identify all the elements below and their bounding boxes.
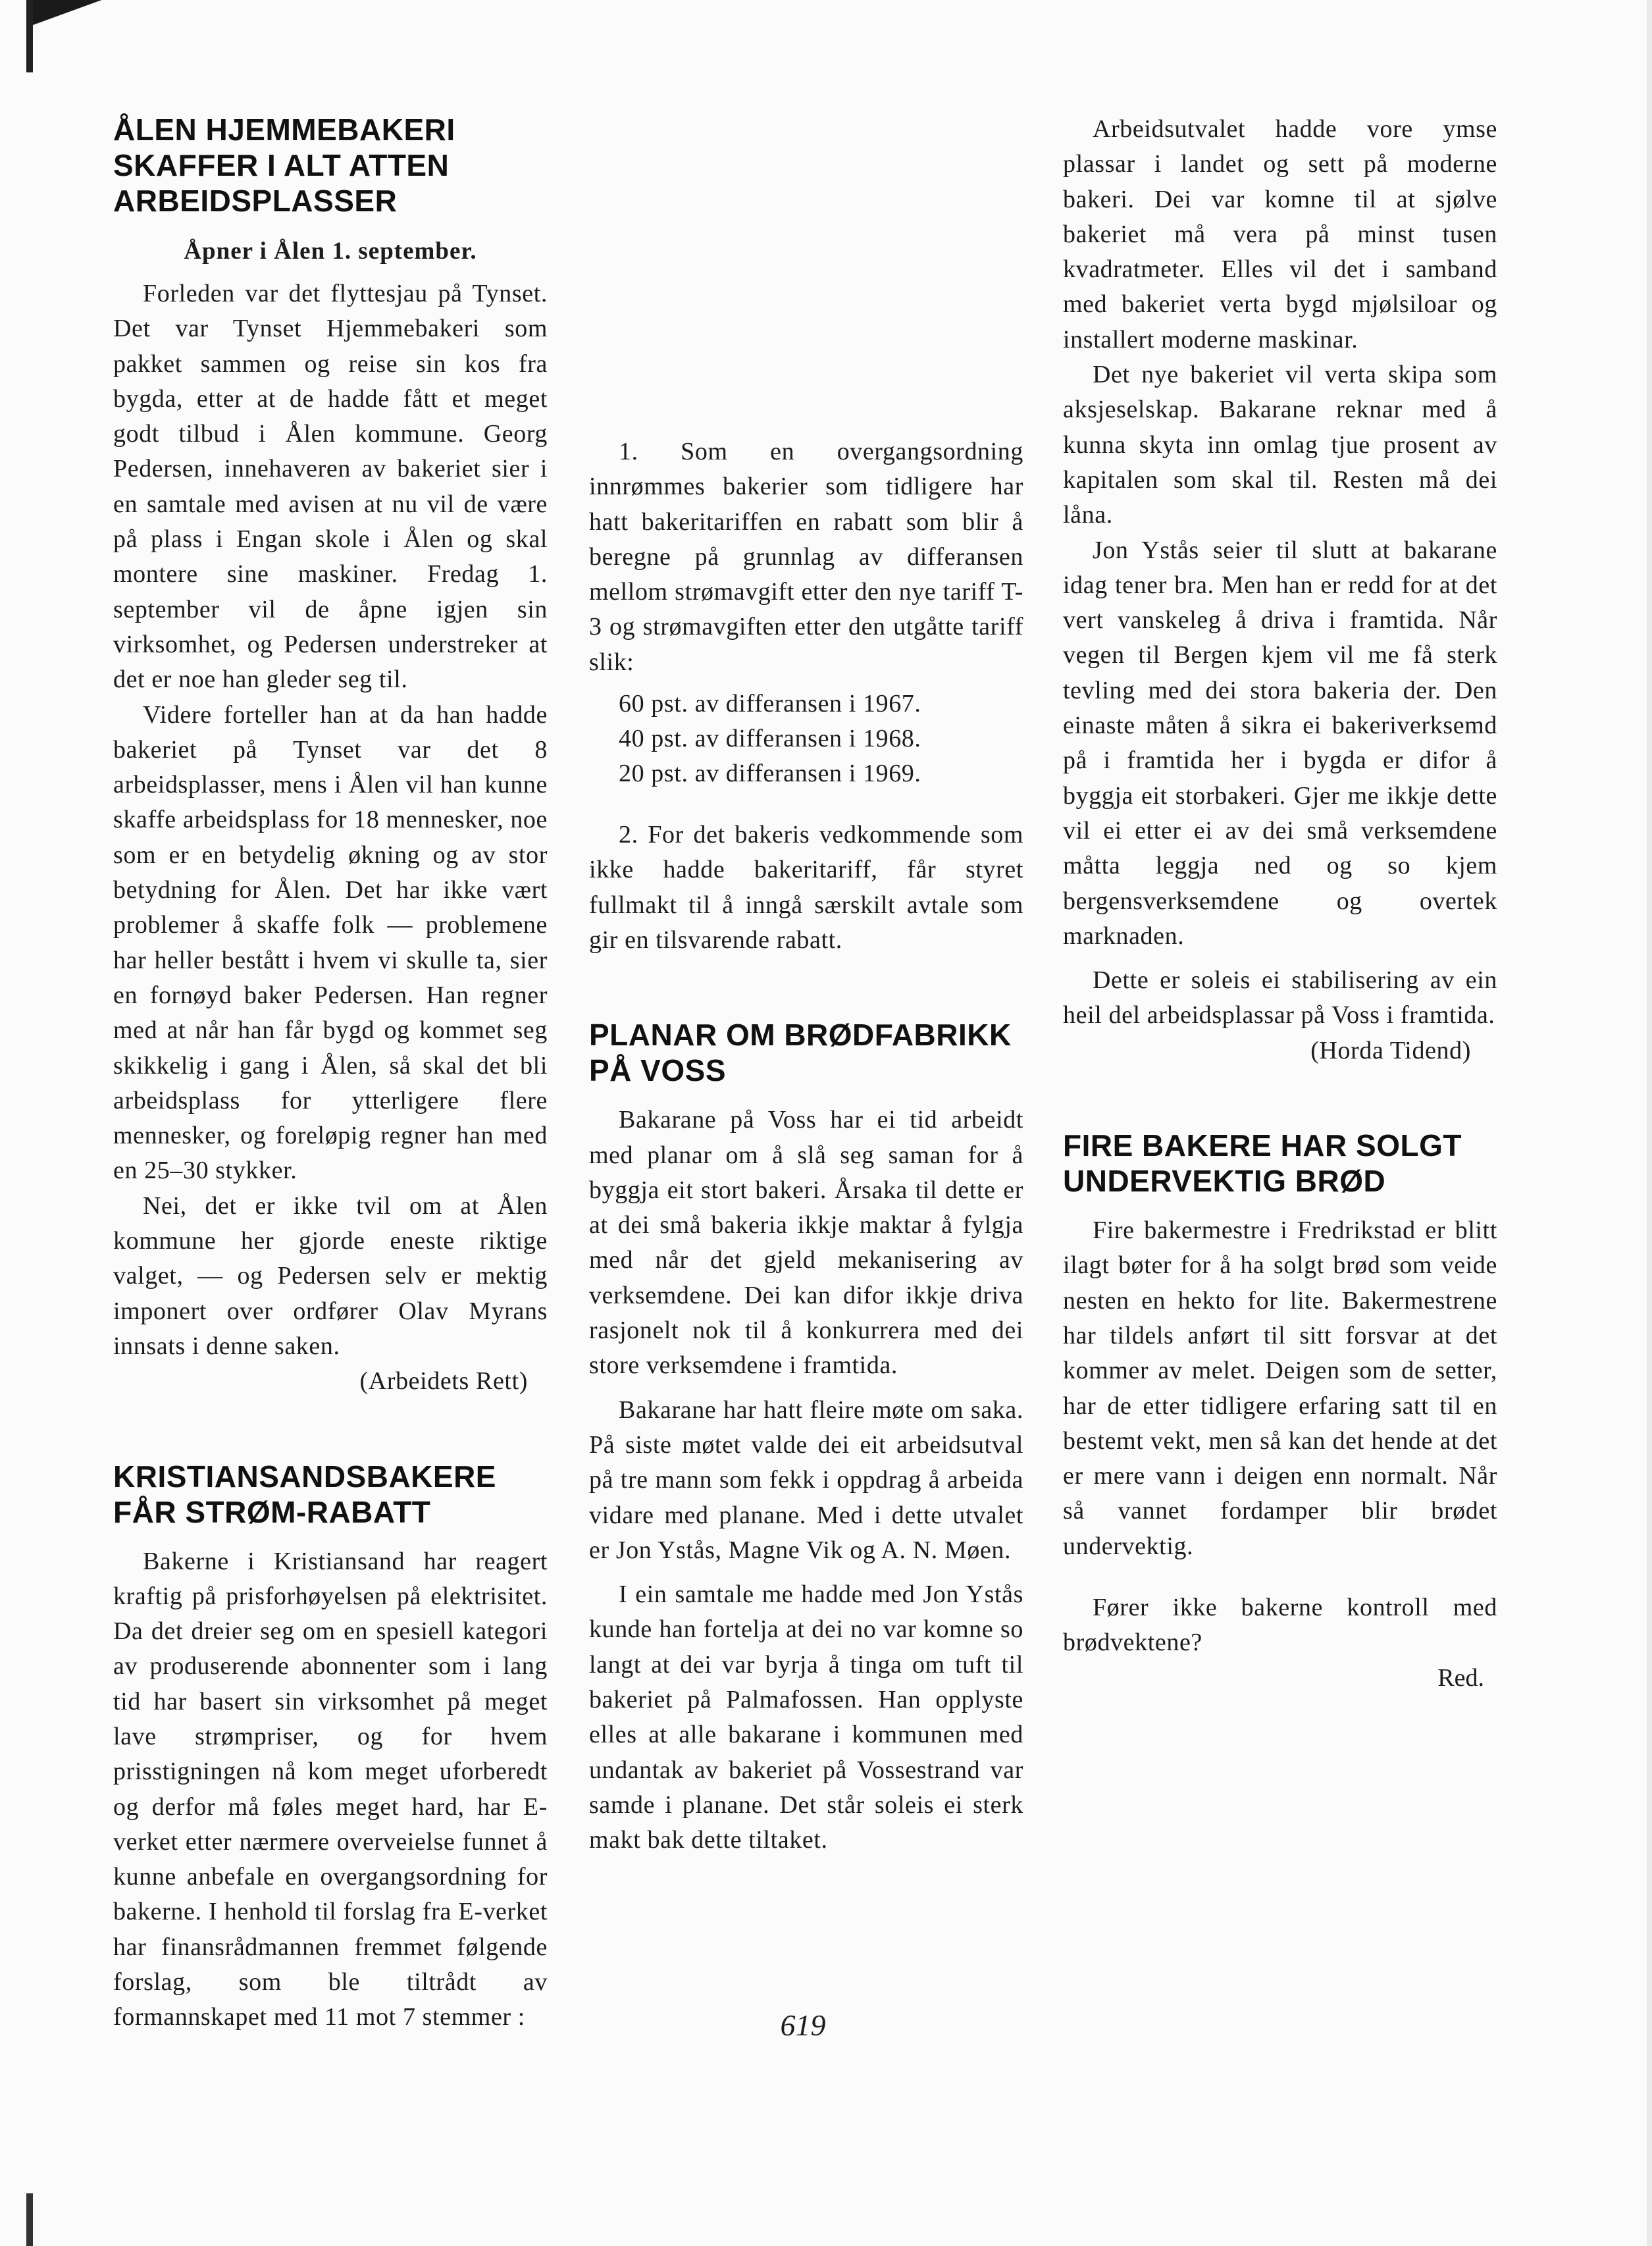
article4-signature: Red. bbox=[1437, 1663, 1484, 1692]
article1-subhead: Åpner i Ålen 1. september. bbox=[184, 238, 477, 265]
article2-paragraph: 1. Som en overgangsordning innrømmes bakerier som tidligere har hatt bakeritariffen en rabatt som blir å beregne på grunnlag av differansen mellom strømavgift etter den nye tariff T-3 og strømavgiften etter den utgåtte tariff slik: bbox=[589, 438, 1023, 676]
article1-paragraph: Nei, det er ikke tvil om at Ålen kommune her gjorde eneste riktige valget, — og Pedersen selv er mektig imponert over ordfører Olav Myrans innsats i denne saken. bbox=[113, 1191, 548, 1360]
scan-corner-mark bbox=[26, 0, 112, 46]
scan-edge-mark-bottom bbox=[26, 2193, 33, 2246]
article4-question: Fører ikke bakerne kontroll med brødvektene? bbox=[1063, 1593, 1497, 1657]
article2-headline: KRISTIANSANDSBAKERE FÅR STRØM-RABATT bbox=[113, 1459, 496, 1529]
article3-paragraph: Det nye bakeriet vil verta skipa som aksjeselskap. Bakarane reknar med å kunna skyta inn omlag tjue prosent av kapitalen som skal til. Resten må dei låna. bbox=[1063, 361, 1497, 529]
article2-paragraph: Bakerne i Kristiansand har reagert kraftig på prisforhøyelsen på elektrisitet. Da det dreier seg om en spesiell kategori av produserende abonnenter som i lang tid har basert sin virksomhet på meget lave strømpriser, og for hvem prisstigningen nå kom meget uforberedt og derfor må føles meget hard, har E-verket etter nærmere overveielse funnet å kunne anbefale en overgangsordning for bakerne. I henhold til forslag fra E-verket har finansrådmannen fremmet følgende forslag, som ble tiltrådt av formannskapet med 11 mot 7 stemmer : bbox=[113, 1547, 548, 2031]
article2-closing: 2. For det bakeris vedkommende som ikke hadde bakeritariff, får styret fullmakt til å inngå særskilt avtale som gir en tilsvarende rabatt. bbox=[589, 821, 1023, 954]
article3-paragraph: Bakarane på Voss har ei tid arbeidt med planar om å slå seg saman for å byggja eit stort bakeri. Årsaka til dette er at dei små bakeria ikkje maktar å fylgja med når det gjeld mekanisering av verksemdene. Dei kan difor ikkje driva rasjonelt nok til å konkurrera med dei store verksemdene i framtida. bbox=[589, 1106, 1023, 1380]
article3-source: (Horda Tidend) bbox=[1310, 1036, 1471, 1064]
scan-right-edge bbox=[1647, 0, 1652, 2246]
article3-paragraph: Jon Ystås seier til slutt at bakarane idag tener bra. Men han er redd for at det vert vanskeleg å driva i framtida. Når vegen til Bergen kjem vil me få sterk tevling med dei stora bakeria der. Den einaste måten å sikra ei bakeriverksemd på i framtida her i bygda er difor å byggja eit storbakeri. Gjer me ikkje dette vil ei etter ei av dei små verksemdene måtta leggja ned og so kjem bergensverksemdene og overtek marknaden. bbox=[1063, 536, 1497, 950]
column-3 bbox=[1063, 112, 1497, 1696]
article3-paragraph: Arbeidsutvalet hadde vore ymse plassar i landet og sett på moderne bakeri. Dei var komne til at sjølve bakeriet må vera på minst tusen kvadratmeter. Elles vil det i samband med bakeriet verta bygd mjølsiloar og installert moderne maskinar. bbox=[1063, 115, 1497, 353]
page-number: 619 bbox=[780, 2008, 826, 2042]
column-1 bbox=[113, 112, 548, 2035]
article1-source: (Arbeidets Rett) bbox=[359, 1367, 528, 1396]
article3-paragraph: Bakarane har hatt fleire møte om saka. På siste møtet valde dei eit arbeidsutval på tre mann som fekk i oppdrag å arbeida vidare med planane. Med i dette utvalet er Jon Ystås, Magne Vik og A. N. Møen. bbox=[589, 1396, 1023, 1564]
article4-paragraph: Fire bakermestre i Fredrikstad er blitt ilagt bøter for å ha solgt brød som veide nesten en hekto for lite. Bakermestrene har tildels anført til sitt forsvar at det kommer av melet. Deigen som de setter, har de etter tidligere erfaring satt til en bestemt vekt, men så kan det hende at det er mere vann i deigen enn normalt. Når så vannet fordamper blir brødet undervektig. bbox=[1063, 1216, 1497, 1560]
article3-headline: PLANAR OM BRØDFABRIKK PÅ VOSS bbox=[589, 1018, 1012, 1088]
list-item: 60 pst. av differansen i 1967. bbox=[619, 690, 921, 718]
column-2 bbox=[589, 421, 1023, 1858]
article4-headline: FIRE BAKERE HAR SOLGT UNDERVEKTIG BRØD bbox=[1063, 1128, 1462, 1199]
article3-paragraph: I ein samtale me hadde med Jon Ystås kunde han fortelja at dei no var komne so langt at dei var byrja å tinga om tuft til bakeriet på Palmafossen. Han opplyste elles at alle bakarane i kommunen med undantak av bakeriet på Vossestrand var samde i planane. Det står soleis ei sterk makt bak dette tiltaket. bbox=[589, 1580, 1023, 1854]
article1-paragraph: Forleden var det flyttesjau på Tynset. Det var Tynset Hjemmebakeri som pakket sammen og reise sin kos fra bygda, etter at de hadde fått et meget godt tilbud i Ålen kommune. Georg Pedersen, innehaveren av bakeriet sier i en samtale med avisen at nu vil de være på plass i Engan skole i Ålen og skal montere sine maskiner. Fredag 1. september vil de åpne igjen sin virksomhet, og Pedersen understreker at det er noe han gleder seg til. bbox=[113, 280, 548, 694]
list-item: 20 pst. av differansen i 1969. bbox=[619, 760, 921, 788]
article3-paragraph: Dette er soleis ei stabilisering av ein heil del arbeidsplassar på Voss i framtida. bbox=[1063, 966, 1497, 1030]
article1-headline: ÅLEN HJEMMEBAKERI SKAFFER I ALT ATTEN ARBEIDSPLASSER bbox=[113, 113, 455, 218]
list-item: 40 pst. av differansen i 1968. bbox=[619, 725, 921, 753]
scan-edge-mark bbox=[26, 0, 33, 72]
rabatt-list bbox=[589, 687, 1023, 791]
article1-paragraph: Videre forteller han at da han hadde bakeriet på Tynset var det 8 arbeidsplasser, mens i Ålen vil han kunne skaffe arbeidsplass for 18 mennesker, noe som er en betydelig økning og av stor betydning for Ålen. Det har ikke vært problemer å skaffe folk — problemene har heller bestått i hvem vi skulle ta, sier en fornøyd baker Pedersen. Han regner med at når han får bygd og kommet seg skikkelig i gang i Ålen, så skal det bli arbeidsplass for ytterligere flere mennesker, og foreløpig regner han med en 25–30 stykker. bbox=[113, 700, 548, 1185]
